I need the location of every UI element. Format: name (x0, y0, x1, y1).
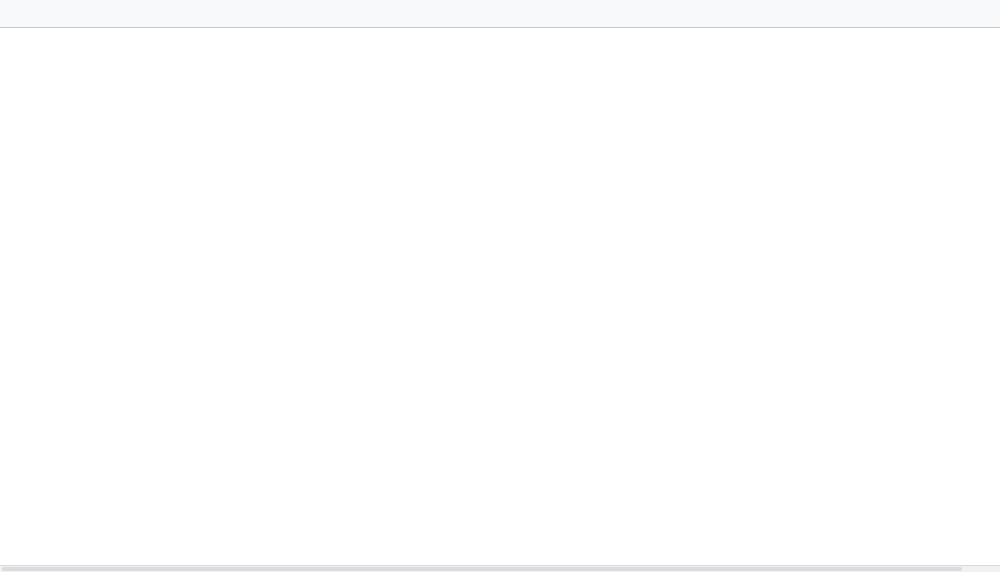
sheet-grid (0, 27, 1000, 567)
column-header-bar (0, 0, 1000, 28)
scrollbar-thumb[interactable] (2, 567, 962, 571)
